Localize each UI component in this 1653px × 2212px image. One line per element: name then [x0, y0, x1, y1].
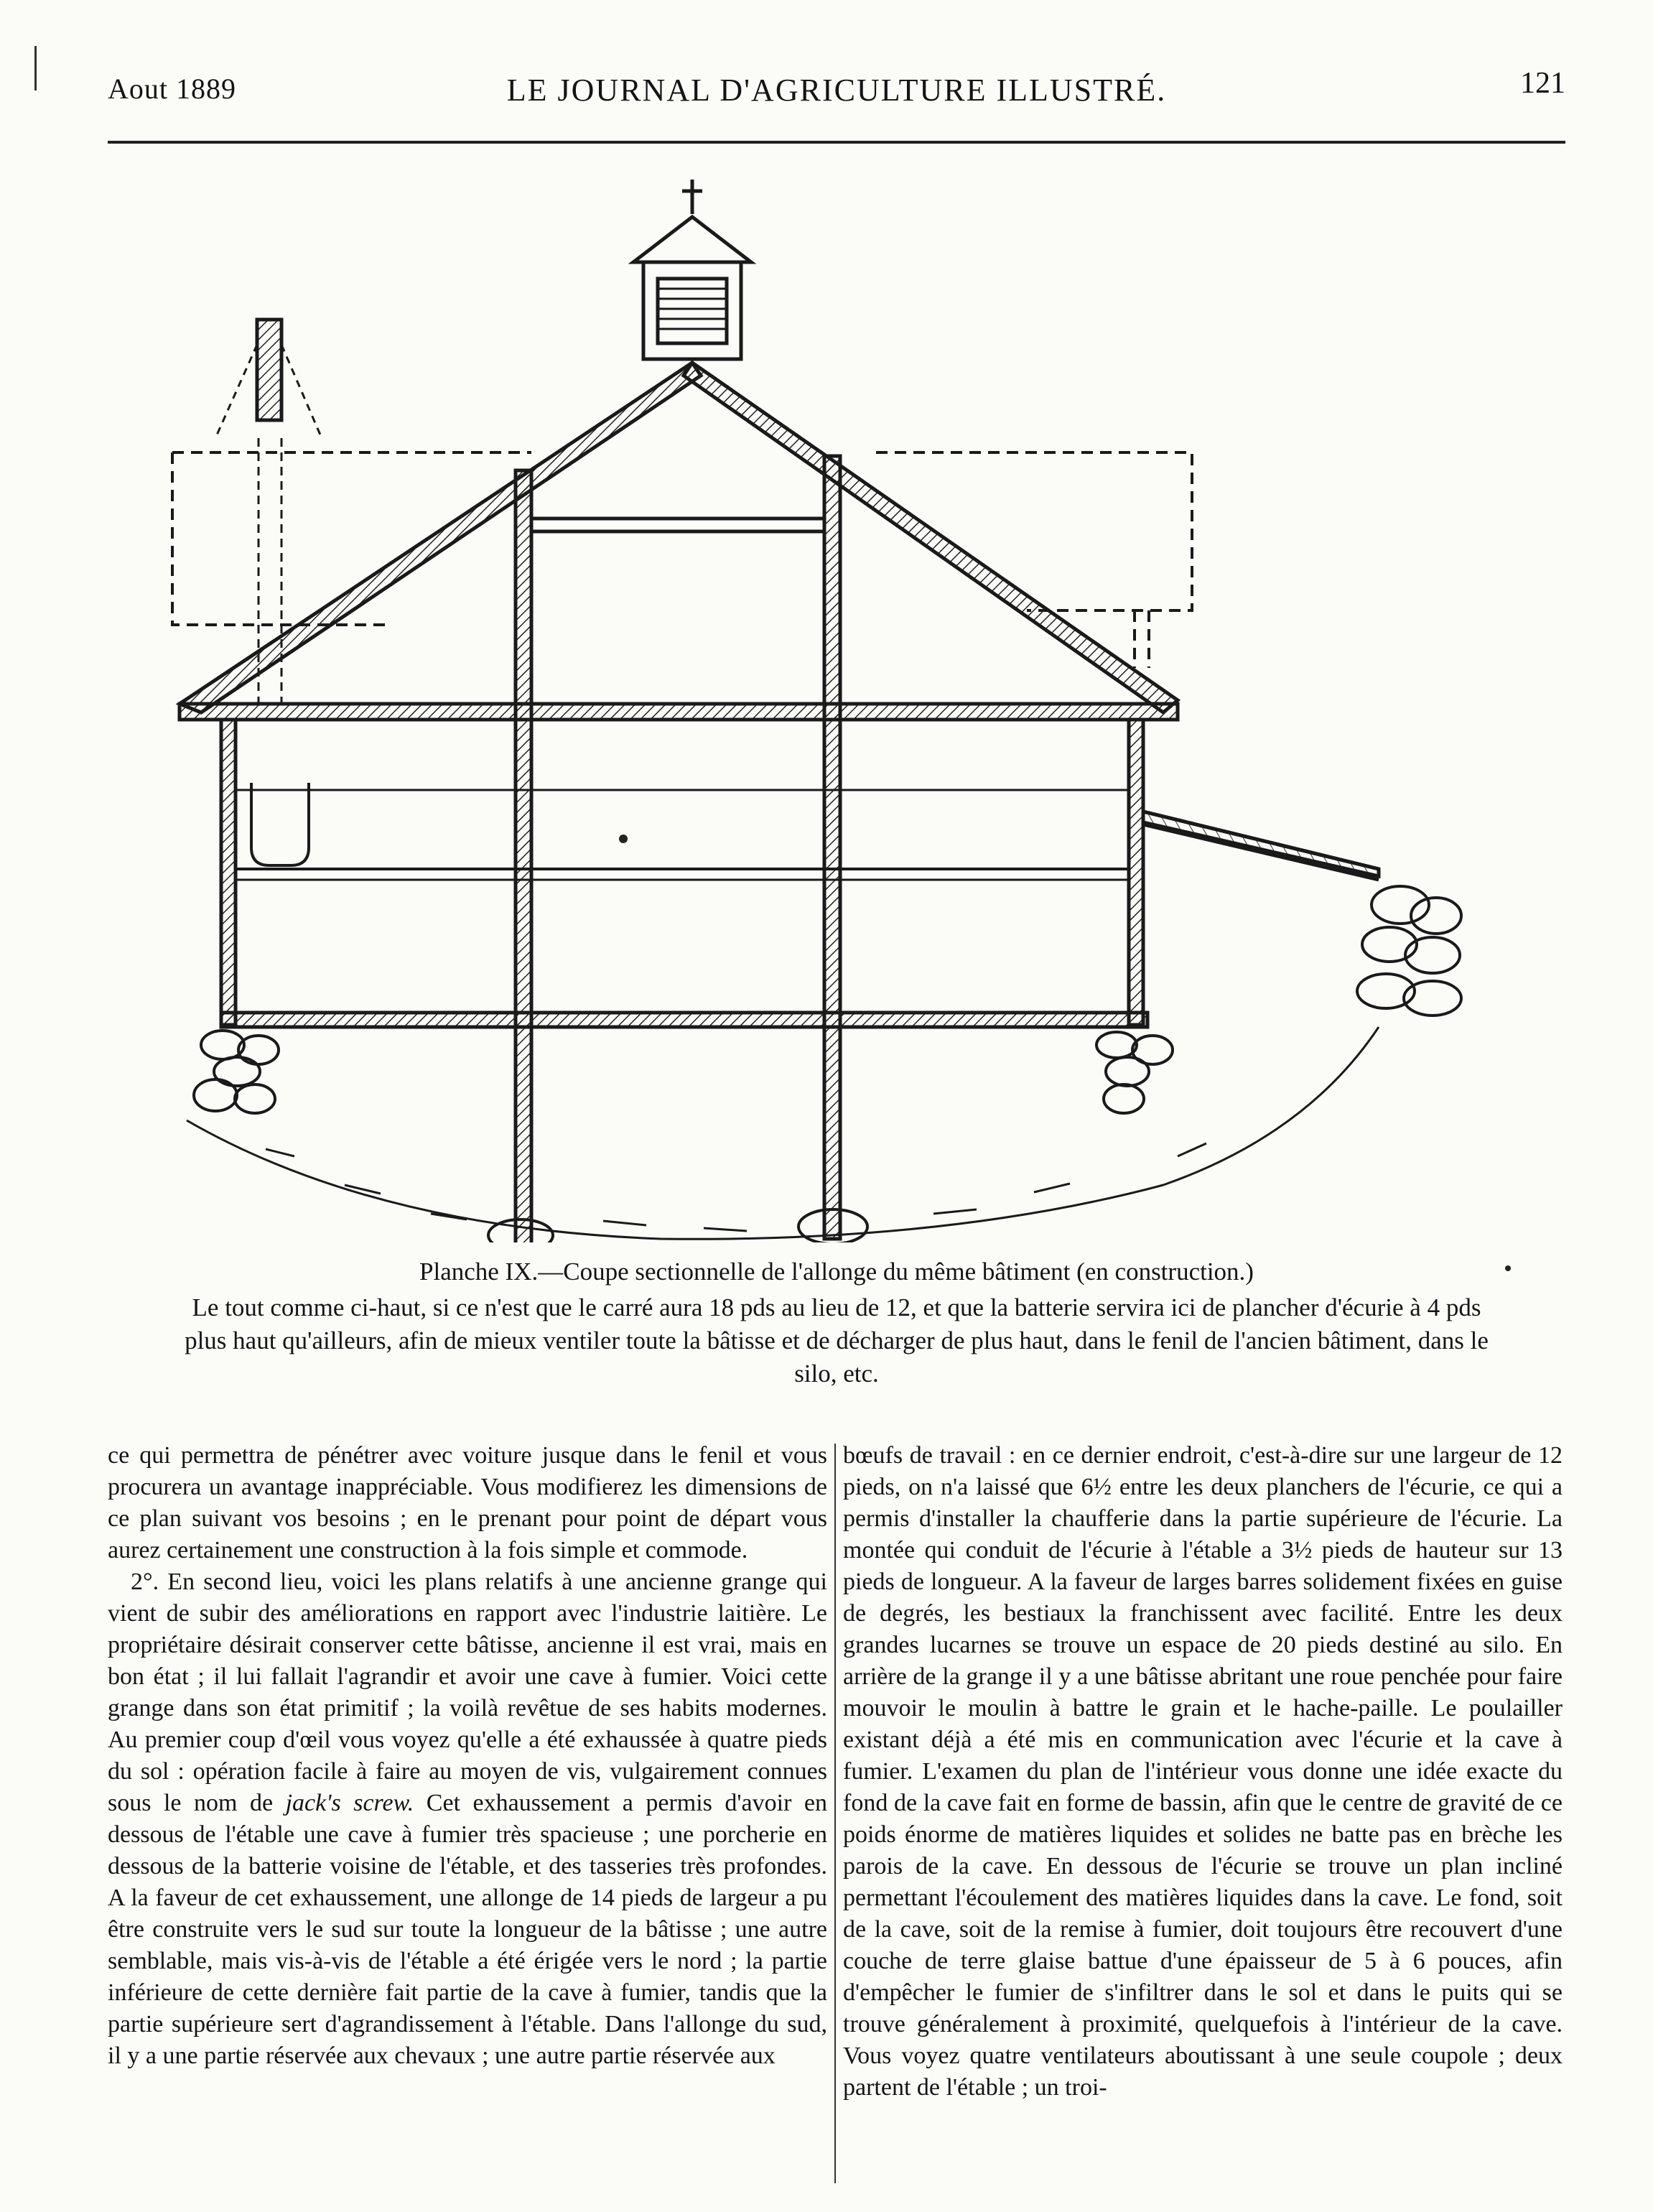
caption-title: Planche IX.—Coupe sectionnelle de l'allonge du même bâtiment (en construction.): [419, 1258, 1254, 1286]
ground: [187, 1027, 1379, 1239]
post-right: [824, 456, 840, 1239]
issue-date: Aout 1889: [108, 73, 236, 105]
journal-title: LE JOURNAL D'AGRICULTURE ILLUSTRÉ.: [506, 73, 1167, 108]
left-paragraph-2: [108, 1566, 827, 2072]
barn-cross-section-drawing: [158, 165, 1522, 1242]
floor-beam: [221, 1013, 1147, 1027]
left-paragraph-2-end: Cet exhaussement a permis d'avoir en dessous de l'étable une cave à fumier très spacieuse ; une porcherie en dessous de la batterie voisine de l'étable, et des tasseries très profondes. A la faveur de cet exhaussement, une allonge de 14 pieds de largeur a pu être construite vers le sud sur toute la longueur de la bâtisse ; une autre semblable, mais vis-à-vis de l'étable a été érigée vers le nord ; la partie inférieure de cette dernière fait partie de la cave à fumier, tandis que la partie supérieure sert d'agrandissement à l'étable. Dans l'allonge du sud, il y a une partie réservée aux chevaux ; une autre partie réservée aux: [108, 1790, 827, 2069]
wall-left: [221, 720, 236, 1025]
jacks-screw-term: jack's screw.: [285, 1790, 414, 1816]
wall-right: [1129, 720, 1143, 1025]
column-divider: [834, 1444, 836, 2183]
right-column: [843, 1440, 1563, 2104]
caption-description: Le tout comme ci-haut, si ce n'est que le carré aura 18 pds au lieu de 12, et que la batterie servira ici de plancher d'écurie à 4 pds plus haut qu'ailleurs, afin de mieux ventiler toute la bâtisse et de décharger de plus haut, dans le fenil de l'ancien bâtiment, dans le silo, etc.: [185, 1293, 1489, 1388]
cupola: [633, 180, 751, 359]
page-header: [108, 63, 1565, 113]
page-number: 121: [1520, 67, 1565, 100]
roof-right: [684, 363, 1178, 712]
left-paragraph-1: ce qui permettra de pénétrer avec voiture jusque dans le fenil et vous procurera un avantage inappréciable. Vous modifierez les dimensions de ce plan suivant vos besoins ; en le prenant pour point de départ vous aurez certainement une construction à la fois simple et commode.: [108, 1442, 827, 1563]
figure-caption: [129, 1255, 1544, 1390]
ramp: [1143, 812, 1379, 880]
eave-beam: [180, 704, 1178, 720]
post-left: [516, 470, 531, 1242]
right-paragraph-1: bœufs de travail : en ce dernier endroit, c'est-à-dire sur une largeur de 12 pieds, on n'a laissé que 6½ entre les deux planchers de l'écurie, ce qui a permis d'installer la chaufferie dans la partie supérieure de l'écurie. La montée qui conduit de l'écurie à l'étable a 3½ pieds de hauteur sur 13 pieds de longueur. A la faveur de larges barres solidement fixées en guise de degrés, les bestiaux la franchissent avec facilité. Entre les deux grandes lucarnes se trouve un espace de 20 pieds destiné au silo. En arrière de la grange il y a une bâtisse abritant une roue penchée pour faire mouvoir le moulin à battre le grain et le hache-paille. Le poulailler existant déjà a été mis en communication avec l'écurie et la cave à fumier. L'examen du plan de l'intérieur vous donne une idée exacte du fond de la cave fait en forme de bassin, afin que le centre de gravité de ce poids énorme de matières liquides et solides ne batte pas en brèche les parois de la cave. En dessous de l'écurie se trouve un plan incliné permettant l'écoulement des matières liquides dans la cave. Le fond, soit de la cave, soit de la remise à fumier, doit toujours être recouvert d'une couche de terre glaise battue d'une épaisseur de 5 à 6 pouces, afin d'empêcher le fumier de s'infiltrer dans le sol et dans le puits qui se trouve généralement à proximité, quelquefois à l'intérieur de la cave. Vous voyez quatre ventilateurs aboutissant à une seule coupole ; deux partent de l'étable ; un troi-: [843, 1442, 1563, 2101]
header-rule: [108, 141, 1565, 144]
barn-cross-section-figure: [158, 165, 1522, 1242]
left-paragraph-2-start: 2°. En second lieu, voici les plans relatifs à une ancienne grange qui vient de subir des améliorations en rapport avec l'industrie laitière. Le propriétaire désirait conserver cette bâtisse, ancienne il est vrai, mais en bon état ; il lui fallait l'agrandir et avoir une cave à fumier. Voici cette grange dans son état primitif ; la voilà revêtue de ses habits modernes. Au premier coup d'œil vous voyez qu'elle a été exhaussée à quatre pieds du sol : opération facile à faire au moyen de vis, vulgairement connues sous le nom de: [108, 1569, 827, 1816]
left-column: [108, 1440, 827, 2072]
margin-mark: [34, 46, 37, 90]
old-building-outline: [172, 452, 1192, 668]
